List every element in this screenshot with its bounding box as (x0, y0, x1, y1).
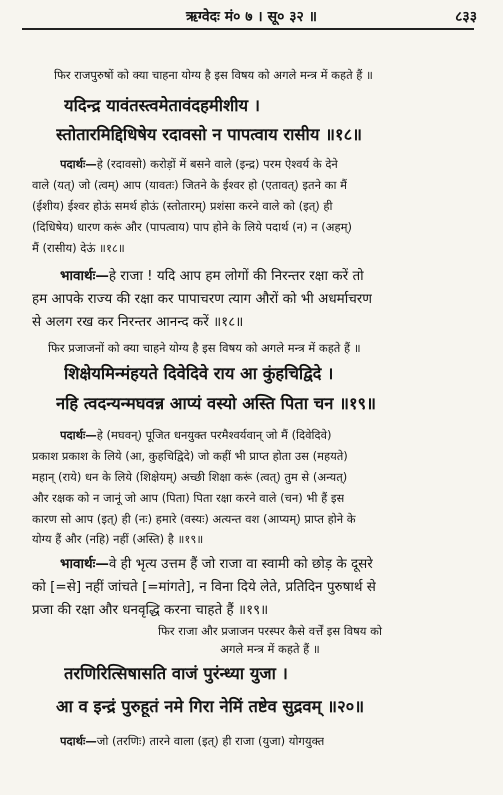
padartha-line: महान् (राये) धन के लिये (शिक्षेयम्) अच्छी शिक्षा करूं (त्वत्) तुम से (अन्यत्) (32, 470, 348, 484)
mantra-line: तरणिरित्सिषासति वाजं पुरंन्ध्या युजा । (64, 664, 288, 683)
padartha-line: पदार्थः—हे (रदावसो) करोड़ों में बसने वाले (इन्द्र) परम ऐश्वर्य के देने (60, 157, 338, 171)
intro-text: फिर राजपुरुषों को क्या चाहना योग्य है इस विषय को अगले मन्त्र में कहते हैं ॥ (54, 68, 373, 82)
mantra-line: शिक्षेयमिन्मंहयते दिवेदिवे राय आ कुंहचिद्विदे । (64, 364, 334, 383)
bhavartha-line: से अलग रख कर निरन्तर आनन्द करें ॥१८॥ (32, 314, 244, 330)
mantra-line: नहि त्वदन्यन्मघवन्न आप्यं वस्यो अस्ति पिता चन ॥१९॥ (56, 394, 377, 413)
mantra-line: स्तोतारमिद्दिधिषेय रदावसो न पापत्वाय रासीय ॥१८॥ (56, 125, 363, 144)
padartha-line: पदार्थः—हे (मघवन्) पूजित धनयुक्त परमैश्वर्यवान् जो मैं (दिवेदिवे) (60, 428, 332, 442)
intro-text: फिर राजा और प्रजाजन परस्पर कैसे वर्त्तें इस विषय को (158, 624, 382, 638)
intro-text: फिर प्रजाजनों को क्या चाहने योग्य है इस विषय को अगले मन्त्र में कहते हैं ॥ (48, 341, 361, 355)
bhavartha-line: भावार्थः—वे ही भृत्य उत्तम हैं जो राजा वा स्वामी को छोड़ के दूसरे (60, 556, 373, 572)
padartha-line: (दिधिषेय) धारण करूं और (पापत्वाय) पाप होने के लिये पदार्थ (न) न (अहम्) (32, 220, 352, 234)
bhavartha-line: को [=से] नहीं जांचते [=मांगते], न विना दिये लेते, प्रतिदिन पुरुषार्थ से (32, 579, 376, 595)
padartha-label: पदार्थः— (60, 734, 97, 748)
running-title: ऋग्वेदः मं० ७ । सू० ३२ ॥ (185, 9, 318, 25)
bhavartha-line: प्रजा की रक्षा और धनवृद्धि करना चाहते हैं ॥१९॥ (32, 602, 269, 618)
mantra-line: यदिन्द्र यावंतस्त्वमेतावंदहमीशीय । (64, 96, 261, 115)
padartha-label: पदार्थः— (60, 157, 97, 171)
padartha-line: (ईशीय) ईश्वर होऊं समर्थ होऊं (स्तोतारम्) प्रशंसा करने वाले को (इत्) ही (32, 199, 333, 213)
padartha-line: मैं (रासीय) देऊं ॥१८॥ (32, 241, 125, 255)
padartha-line: वाले (यत्) जो (त्वम्) आप (यावतः) जितने के ईश्वर हो (एतावत्) इतने का मैं (32, 178, 347, 192)
bhavartha-label: भावार्थः— (60, 556, 109, 572)
page-header (0, 4, 503, 28)
bhavartha-line: हम आपके राज्य की रक्षा कर पापाचरण त्याग औरों को भी अधर्माचरण (32, 291, 373, 307)
padartha-line: पदार्थः—जो (तरणिः) तारने वाला (इत्) ही राजा (युजा) योगयुक्त (60, 734, 325, 748)
header-rule (22, 28, 474, 30)
padartha-label: पदार्थः— (60, 428, 97, 442)
intro-text: अगले मन्त्र में कहते हैं ॥ (220, 642, 320, 656)
padartha-line: और रक्षक को न जानूं जो आप (पिता) पिता रक्षा करने वाले (चन) भी हैं इस (32, 491, 345, 505)
page-number: ८३३ (455, 9, 477, 25)
padartha-line: प्रकाश प्रकाश के लिये (आ, कुहचिद्विदे) जो कहीं भी प्राप्त होता उस (महयते) (32, 449, 348, 463)
mantra-line: आ व इन्द्रं पुरुहूतं नमे गिरा नेमिं तष्टेव सुद्रवम् ॥२०॥ (56, 697, 365, 716)
padartha-line: कारण सो आप (इत्) ही (नः) हमारे (वस्यः) अत्यन्त वश (आप्यम्) प्राप्त होने के (32, 512, 356, 526)
bhavartha-label: भावार्थः— (60, 268, 109, 284)
padartha-line: योग्य हैं और (नहि) नहीं (अस्ति) है ॥१९॥ (32, 532, 204, 546)
bhavartha-line: भावार्थः—हे राजा ! यदि आप हम लोगों की निरन्तर रक्षा करें तो (60, 268, 364, 284)
